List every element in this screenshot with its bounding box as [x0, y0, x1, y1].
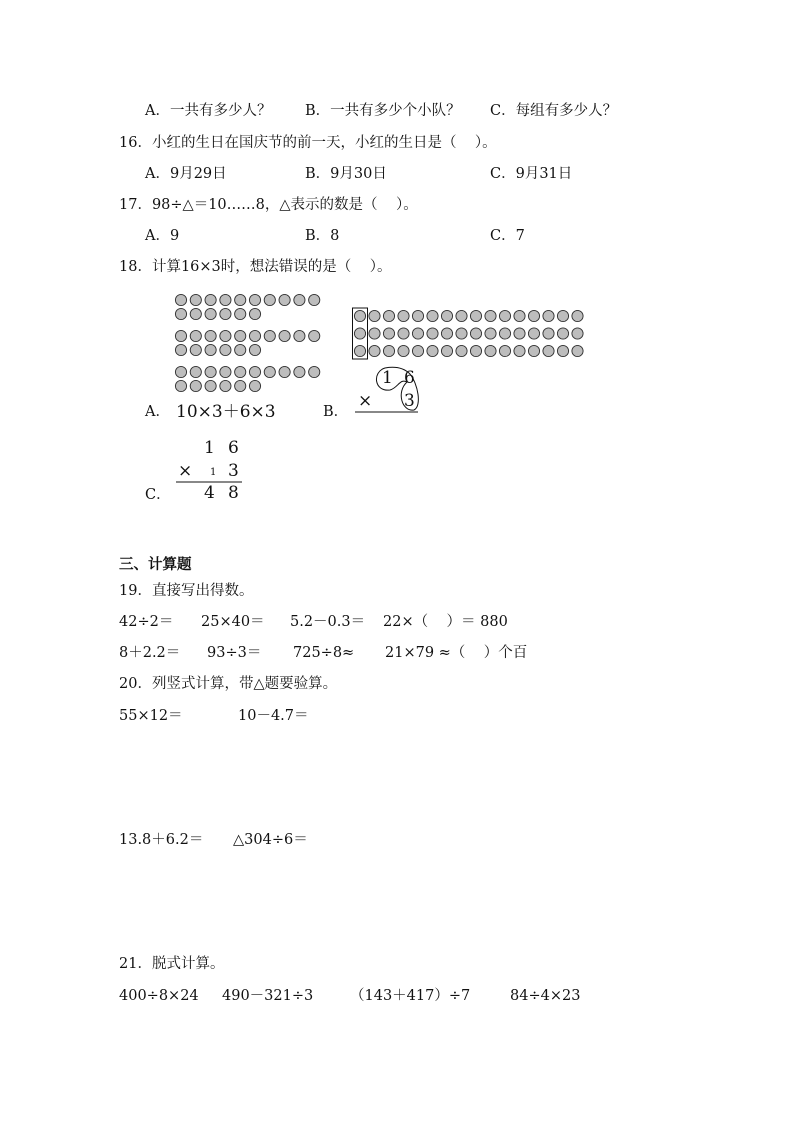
q18-option-c-result-digit-4: 4 [204, 483, 215, 503]
q18-option-b-digit-3: 3 [404, 391, 415, 411]
q19-item-2: 25×40＝ [201, 614, 265, 630]
q18-option-b-digit-6: 6 [404, 368, 415, 388]
q21-item-2: 490－321÷3 [222, 988, 314, 1004]
q16-option-c: C．9月31日 [490, 166, 573, 182]
q21-item-3: （143＋417）÷7 [350, 988, 471, 1004]
q17-option-b: B．8 [305, 228, 340, 244]
q18-option-b-digit-1: 1 [382, 368, 393, 388]
q19-item-5: 8＋2.2＝ [119, 645, 181, 661]
section-title: 三、计算题 [119, 556, 192, 573]
q20-item-4: △304÷6＝ [233, 832, 308, 848]
q18-option-c-result-digit-8: 8 [228, 483, 239, 503]
q18-option-c-mid-digit: 3 [228, 461, 239, 481]
q16-option-a: A．9月29日 [145, 166, 227, 182]
q17-stem: 17．98÷△＝10……8，△表示的数是（ ）。 [119, 197, 418, 213]
q18-option-b-letter: B． [323, 404, 349, 420]
q16-stem: 16．小红的生日在国庆节的前一天，小红的生日是（ ）。 [119, 135, 497, 151]
q15-option-b: B．一共有多少个小队？ [305, 103, 461, 119]
q18-option-c-letter: C． [145, 487, 171, 503]
q18-option-c-carry: 1 [210, 467, 217, 478]
q19-item-7: 725÷8≈ [293, 645, 355, 661]
q19-item-1: 42÷2＝ [119, 614, 174, 630]
q17-option-c: C．7 [490, 228, 525, 244]
q19-stem: 19．直接写出得数。 [119, 583, 254, 599]
q18-option-b-multiply-sign: × [358, 391, 373, 411]
q19-item-4: 22×（ ）＝ 880 [383, 614, 508, 630]
q18-option-c-multiply-sign: × [178, 461, 193, 481]
q21-stem: 21．脱式计算。 [119, 956, 225, 972]
q20-item-1: 55×12＝ [119, 708, 183, 724]
q21-item-1: 400÷8×24 [119, 988, 199, 1004]
q15-option-c: C．每组有多少人？ [490, 103, 618, 119]
q18-option-a-expression: 10×3＋6×3 [176, 402, 276, 422]
q19-item-6: 93÷3＝ [207, 645, 262, 661]
q18-stem: 18．计算16×3时，想法错误的是（ ）。 [119, 259, 392, 275]
q20-stem: 20．列竖式计算，带△题要验算。 [119, 676, 338, 692]
q16-option-b: B．9月30日 [305, 166, 387, 182]
q19-item-3: 5.2－0.3＝ [290, 614, 366, 630]
q20-item-2: 10－4.7＝ [238, 708, 309, 724]
q19-item-8: 21×79 ≈（ ）个百 [385, 645, 528, 661]
q21-item-4: 84÷4×23 [510, 988, 581, 1004]
q17-option-a: A．9 [145, 228, 180, 244]
q15-option-a: A．一共有多少人？ [145, 103, 272, 119]
q20-item-3: 13.8＋6.2＝ [119, 832, 204, 848]
q18-option-a-letter: A． [145, 404, 170, 420]
q18-option-c-top-digit-1: 1 [204, 438, 215, 458]
q18-option-c-top-digit-6: 6 [228, 438, 239, 458]
